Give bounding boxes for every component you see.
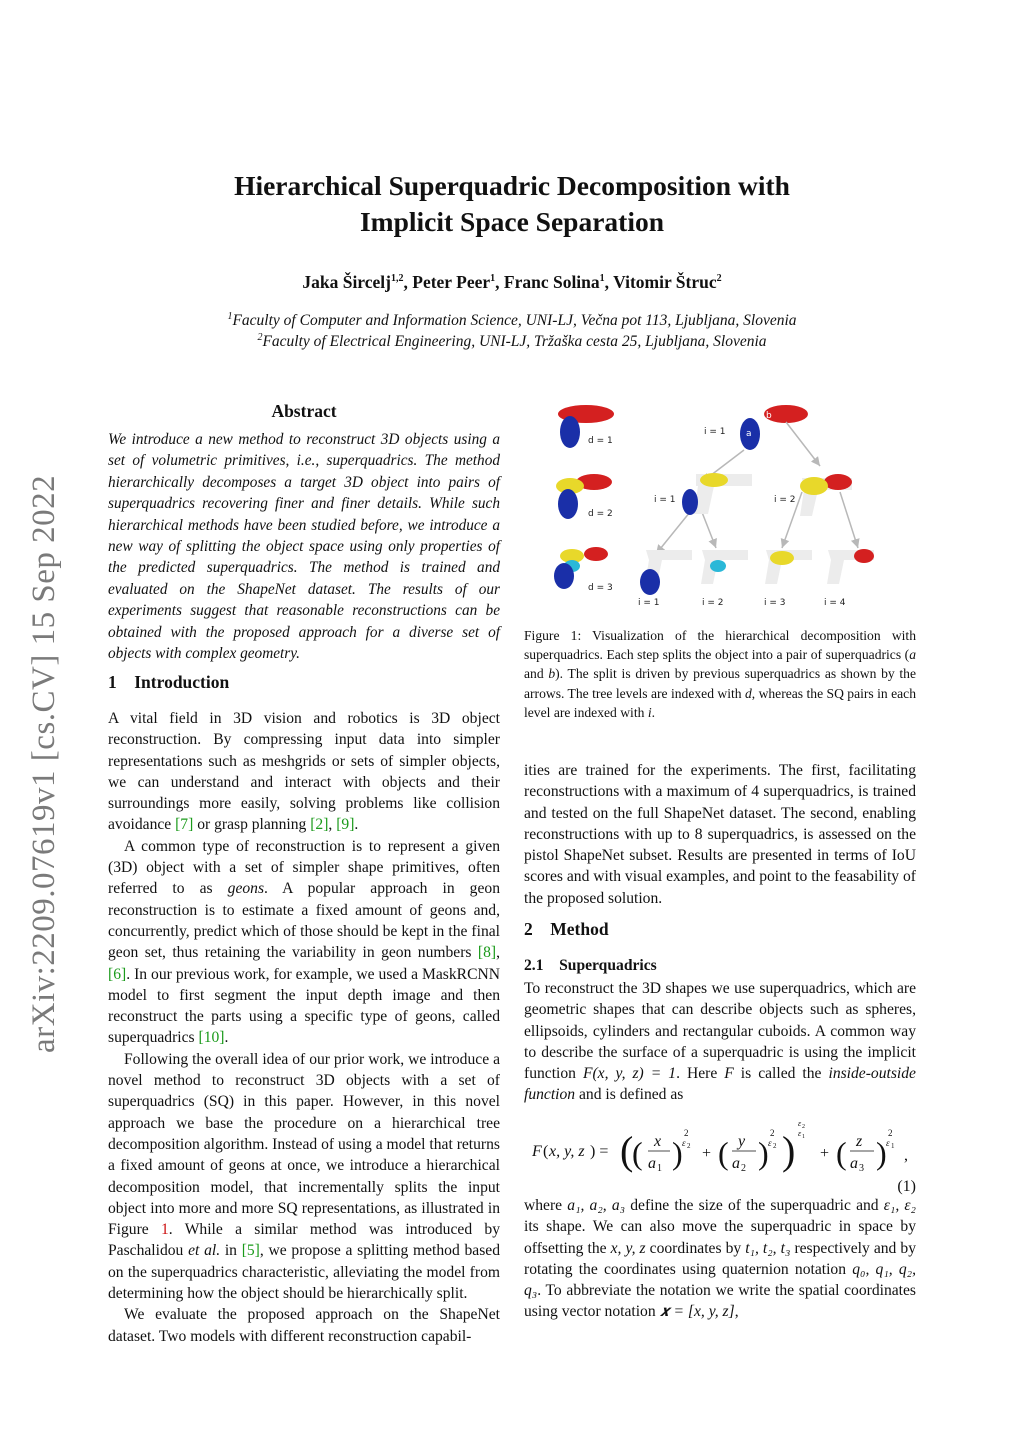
svg-text:x, y, z: x, y, z: [549, 1143, 585, 1160]
svg-text:2: 2: [684, 1128, 689, 1138]
author-affiliation-mark: 1: [490, 273, 496, 285]
svg-text:2: 2: [888, 1128, 893, 1138]
equation-1: [524, 1120, 916, 1195]
abstract-body: [108, 429, 500, 664]
section-number: 1: [108, 672, 117, 692]
svg-text:2: 2: [741, 1163, 746, 1174]
tree-root-node: [740, 405, 808, 450]
text-run: , we propose a splitting method based on the superquadrics characteristic, alleviating the model from determining how the object should be hierarchically split.: [108, 1242, 500, 1303]
svg-text:2: 2: [802, 1124, 805, 1130]
affiliation-text: Faculty of Computer and Information Science, UNI-LJ, Večna pot 113, Ljubljana, Slovenia: [232, 312, 797, 329]
section-number: 2: [524, 919, 533, 939]
text-run: and is defined as: [575, 1086, 684, 1104]
affiliation-number: 1: [227, 310, 233, 322]
introduction-body: [108, 708, 500, 1347]
title-line-2: Implicit Space Separation: [359, 206, 665, 237]
text-run: . A popular approach in geon reconstruction is to estimate a fixed amount of geons and, concurrently, predict which of those should be kept in the final geon set, thus retaining the variability in geon numbers: [108, 880, 500, 962]
intro-paragraph-3: [108, 1049, 500, 1305]
emphasis: et al.: [188, 1242, 221, 1260]
title-line-1: Hierarchical Superquadric Decomposition with: [234, 170, 790, 201]
method-paragraph-2: [524, 1195, 916, 1323]
equation-number: (1): [897, 1178, 916, 1195]
text-run: or grasp planning: [193, 816, 311, 834]
author-affiliation-mark: 1,2: [391, 273, 404, 285]
svg-text:): ): [782, 1128, 796, 1173]
text-run: Visualization of the hierarchical decomposition with superquadrics. Each step splits the object into a pair of superquadrics (: [524, 628, 916, 663]
label-d1: d = 1: [588, 436, 613, 446]
inline-math: F: [724, 1065, 734, 1083]
section-heading-introduction: [108, 672, 500, 693]
author-name: Jaka Šircelj: [302, 272, 391, 292]
citation-link[interactable]: [9]: [336, 816, 355, 834]
tree-leaf-node-3: [765, 550, 812, 584]
svg-text:(: (: [543, 1143, 549, 1160]
arxiv-identifier: arXiv:2209.07619v1 [cs.CV] 15 Sep 2022: [26, 474, 62, 1053]
text-run: its shape. We can also move the superquadric in space by offsetting the: [524, 1218, 916, 1257]
arrow: [840, 492, 858, 548]
subsection-number: 2.1: [524, 957, 544, 974]
svg-text:F: F: [532, 1143, 542, 1160]
method-text: [524, 1195, 916, 1323]
svg-text:x: x: [654, 1133, 662, 1150]
paper-title: [112, 168, 912, 240]
continuation-paragraph: ities are trained for the experiments. The first, facilitating reconstructions with a maximum of 4 superquadrics, is trained and tested on the full ShapeNet dataset. The second, enabling reconstructions with up to 8 superquadrics, is assessed on the pistol ShapeNet subset. Results are presented in terms of IoU scores and with visual examples, and point to the feasability of the proposed solution.: [524, 762, 916, 907]
text-run: respectively and by rotating the coordinates using quaternion notation: [524, 1239, 916, 1278]
author-name: Vitomir Štruc: [613, 272, 717, 292]
text-run: ). The split is driven by previous superquadrics as shown by the arrows. The tree levels are indexed with: [524, 666, 917, 701]
label-b: b: [766, 411, 772, 421]
text-run: . In our previous work, for example, we used a MaskRCNN model to first segment the input depth image and then reconstruct the parts using a specific type of geons, called superquadrics: [108, 965, 500, 1047]
affiliation-text: Faculty of Electrical Engineering, UNI-LJ, Tržaška cesta 25, Ljubljana, Slovenia: [262, 333, 767, 350]
text-run: is called the: [733, 1065, 829, 1083]
svg-text:3: 3: [859, 1163, 864, 1174]
text-run: .: [224, 1029, 229, 1047]
tree-leaf-node-4: [827, 549, 874, 584]
text-run: in: [220, 1242, 242, 1260]
math-var: d: [744, 685, 752, 701]
section-title: Introduction: [134, 672, 230, 692]
text-run: coordinates by: [645, 1239, 746, 1257]
inline-math: q₀, q₁, q₂, q₃: [524, 1260, 916, 1300]
emphasis: inside-outside function: [524, 1065, 916, 1104]
author-affiliation-mark: 1: [599, 273, 605, 285]
author-affiliation-mark: 2: [716, 273, 722, 285]
svg-text:+: +: [702, 1145, 712, 1162]
svg-text:1: 1: [891, 1142, 895, 1150]
svg-text:): ): [876, 1135, 887, 1171]
figure-1-diagram: [546, 398, 902, 612]
text-run: A common type of reconstruction is to represent a given (3D) object with a set of simpler shape primitives, often referred to as: [108, 837, 500, 898]
inline-math: a₁, a₂, a₃: [567, 1197, 626, 1214]
label-bottom-i1: i = 1: [638, 598, 660, 608]
inline-math: 𝒙 = [x, y, z]: [659, 1303, 735, 1321]
text-run: To reconstruct the 3D shapes we use superquadrics, which are geometric shapes that can describe objects such as spheres, ellipsoids, cylinders and rectangular cuboids. A common way to describe the surface of a superquadric is using the implicit function: [524, 980, 916, 1083]
arrow: [786, 422, 820, 466]
tree-mid-node-1: [682, 473, 752, 515]
svg-text:+: +: [820, 1145, 830, 1162]
label-top-i1: i = 1: [704, 427, 726, 437]
citation-link[interactable]: [7]: [175, 816, 194, 834]
svg-text:ε: ε: [682, 1138, 686, 1148]
text-run: . To abbreviate the notation we write the spatial coordinates using vector notation: [524, 1282, 916, 1321]
method-text: [524, 978, 916, 1106]
caption-label: Figure 1:: [524, 628, 582, 643]
math-var: b: [548, 666, 556, 682]
svg-text:(: (: [632, 1135, 643, 1171]
text-run: ,: [734, 1303, 739, 1321]
svg-text:ε: ε: [768, 1138, 772, 1148]
text-run: where: [524, 1197, 568, 1214]
label-bottom-i4: i = 4: [824, 598, 846, 608]
citation-link[interactable]: [8]: [477, 944, 497, 962]
text-run: .: [651, 704, 655, 720]
text-run: . While a similar method was introduced by Paschalidou: [108, 1221, 500, 1260]
label-d2: d = 2: [588, 509, 613, 519]
author-name: Franc Solina: [503, 272, 600, 292]
abstract-heading: Abstract: [271, 401, 337, 421]
text-run: define the size of the superquadric and: [625, 1197, 884, 1214]
arxiv-sidebar: [10, 448, 70, 1058]
svg-text:a: a: [648, 1155, 656, 1172]
label-bottom-i2: i = 2: [702, 598, 724, 608]
affiliation-number: 2: [257, 331, 263, 343]
affiliation-line: [112, 310, 912, 331]
inline-math: x, y, z: [610, 1239, 646, 1257]
tree-leaf-node-2: [701, 550, 748, 584]
inline-math: t₁, t₂, t₃: [745, 1239, 791, 1257]
method-paragraph-1: [524, 978, 916, 1106]
citation-link[interactable]: [10]: [198, 1029, 225, 1047]
text-run: ,: [328, 816, 337, 834]
citation-link[interactable]: [6]: [108, 965, 127, 983]
affiliation-line: [112, 331, 912, 352]
intro-paragraph-4: We evaluate the proposed approach on the ShapeNet dataset. Two models with different reconstruction capabil-: [108, 1306, 500, 1345]
text-run: A vital field in 3D vision and robotics is 3D object reconstruction. By compressing input data into simpler representations such as meshgrids or sets of simpler objects, we can understand and interact with objects and their surroundings more easily, solving problems like collision avoidance: [108, 710, 500, 834]
svg-text:(: (: [620, 1128, 634, 1173]
emphasis: geons: [227, 880, 265, 898]
svg-text:ε: ε: [798, 1120, 802, 1128]
label-mid-i2: i = 2: [774, 495, 796, 505]
svg-text:y: y: [738, 1133, 746, 1150]
text-run: Following the overall idea of our prior work, we introduce a novel method to reconstruct 3D objects with a set of superquadrics (SQ) in this paper. However, in this novel approach we base the procedure on a hierarchical tree decomposition algorithm. Instead of using a model that returns a fixed amount of geons at once, we introduce a hierarchical decomposition model, that incrementally splits the input object into more and more SQ representations, as illustrated in Figure: [108, 1050, 500, 1239]
svg-text:z: z: [856, 1133, 863, 1150]
label-mid-i1: i = 1: [654, 495, 676, 505]
column-2-continuation: [524, 760, 916, 909]
section-title: Method: [550, 919, 609, 939]
tree-mid-node-2: [800, 474, 852, 516]
svg-text:,: ,: [904, 1147, 908, 1164]
svg-text:) =: ) =: [590, 1143, 609, 1160]
figure-1-caption: [524, 626, 916, 722]
subsection-heading-superquadrics: [524, 955, 916, 976]
svg-text:(: (: [718, 1135, 729, 1171]
text-run: . Here: [676, 1065, 725, 1083]
label-d3: d = 3: [588, 583, 613, 593]
figure-reference-link[interactable]: 1: [161, 1221, 169, 1239]
inline-math: ε₁, ε₂: [883, 1197, 916, 1214]
svg-text:2: 2: [770, 1128, 775, 1138]
svg-text:1: 1: [802, 1134, 805, 1140]
svg-text:1: 1: [657, 1163, 662, 1174]
arrow: [656, 512, 690, 554]
text-run: ,: [496, 944, 500, 962]
label-bottom-i3: i = 3: [764, 598, 786, 608]
affiliations: [112, 310, 912, 352]
text-run: .: [354, 816, 359, 834]
svg-text:2: 2: [773, 1142, 777, 1150]
math-var: i: [647, 704, 652, 720]
intro-paragraph-2: [108, 836, 500, 1049]
caption-text: [524, 626, 916, 722]
inline-math: F(x, y, z) = 1: [582, 1065, 677, 1083]
tree-leaf-node-1: [640, 550, 692, 595]
svg-text:ε: ε: [886, 1138, 890, 1148]
svg-text:(: (: [836, 1135, 847, 1171]
label-a: a: [746, 429, 752, 439]
equation-1-render: [524, 1120, 916, 1182]
svg-text:a: a: [732, 1155, 740, 1172]
author-name: Peter Peer: [412, 272, 491, 292]
intro-paragraph-1: [108, 708, 500, 836]
author-list: Jaka Šircelj$^{1,2}$, Peter Peer$^1$, Franc Solina$^1$, Vitomir Štruc$^2$: [302, 272, 722, 292]
svg-text:): ): [672, 1135, 683, 1171]
abstract-text: We introduce a new method to reconstruct 3D objects using a set of volumetric primitives, i.e., superquadrics. The method hierarchically decomposes a target 3D object into pairs of superquadrics recovering finer and finer details. While such hierarchical methods have been studied before, we introduce a new way of splitting the object space using only properties of the predicted superquadrics. The method is trained and evaluated on the ShapeNet dataset. The results of our experiments suggest that reasonable reconstructions can be obtained with the proposed approach for a diverse set of objects with complex geometry.: [108, 431, 500, 663]
math-var: a: [909, 647, 916, 663]
section-heading-method: [524, 919, 916, 940]
citation-link[interactable]: [2]: [310, 816, 329, 834]
subsection-title: Superquadrics: [559, 957, 657, 974]
svg-text:a: a: [850, 1155, 858, 1172]
citation-link[interactable]: [5]: [241, 1242, 260, 1260]
svg-text:2: 2: [687, 1142, 691, 1150]
text-run: , whereas the SQ pairs in each level are indexed with: [524, 685, 916, 720]
svg-text:ε: ε: [798, 1129, 802, 1138]
text-run: and: [524, 666, 549, 682]
svg-text:): ): [758, 1135, 769, 1171]
